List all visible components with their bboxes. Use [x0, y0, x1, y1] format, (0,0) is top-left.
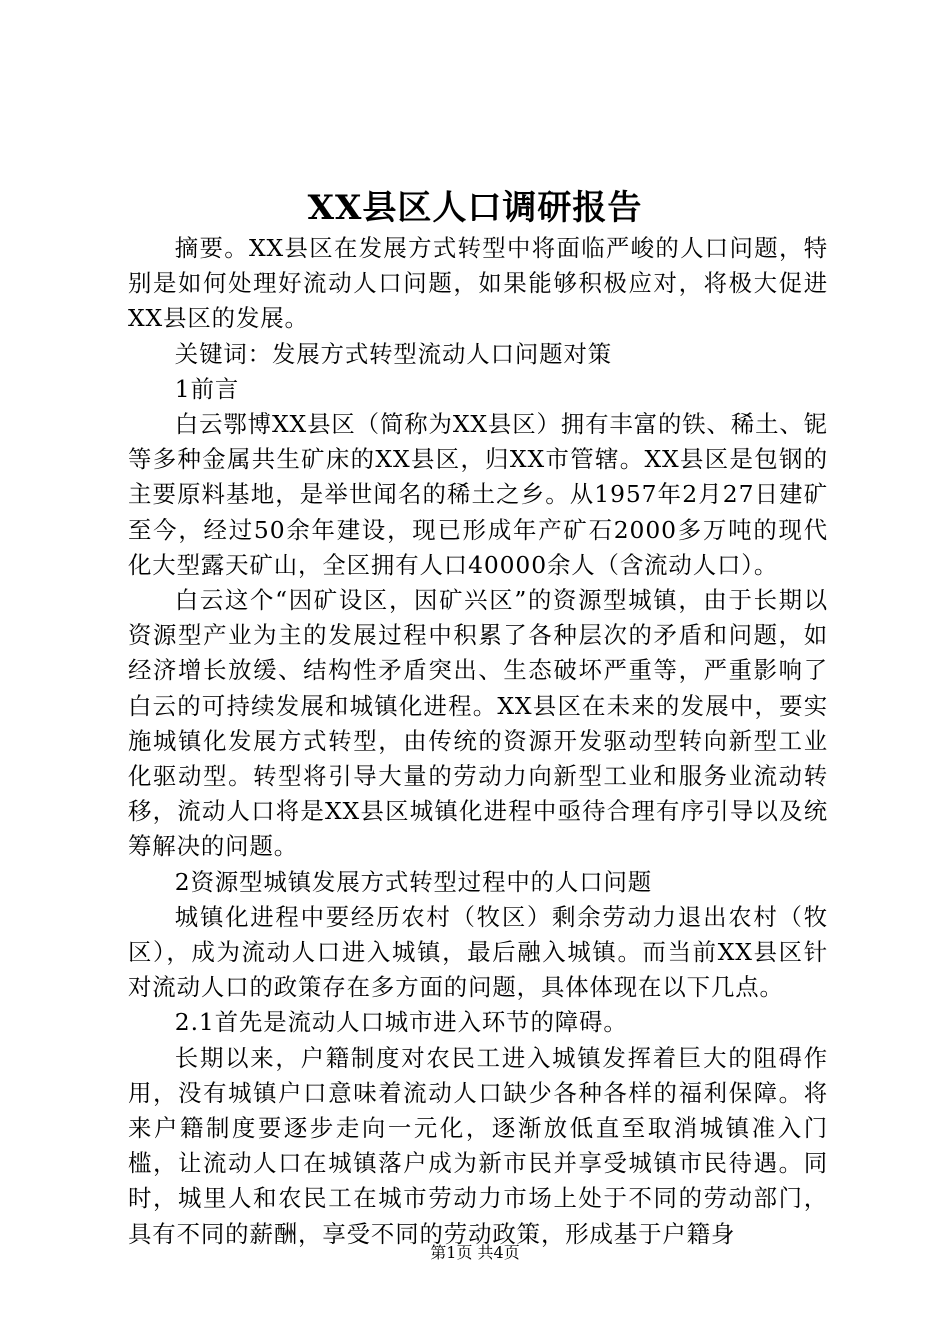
document-body [128, 231, 828, 1252]
page-footer: 第1页 共4页 [430, 1243, 520, 1262]
page-title: XX县区人口调研报告 [307, 188, 643, 228]
body-paragraph-3: 城镇化进程中要经历农村（牧区）剩余劳动力退出农村（牧区），成为流动人口进入城镇，最后融入城镇。而当前XX县区针对流动人口的政策存在多方面的问题，具体体现在以下几点。 [128, 902, 828, 1002]
subsection-heading-2-1: 2.1首先是流动人口城市进入环节的障碍。 [174, 1008, 628, 1037]
section-heading-1: 1前言 [174, 374, 240, 403]
body-paragraph-1: 白云鄂博XX县区（简称为XX县区）拥有丰富的铁、稀土、铌等多种金属共生矿床的XX县区，归XX市管辖。XX县区是包钢的主要原料基地，是举世闻名的稀土之乡。从1957年2月27日建矿至今，经过50余年建设，现已形成年产矿石2000多万吨的现代化大型露天矿山，全区拥有人口40000余人（含流动人口）。 [128, 410, 828, 579]
body-paragraph-4: 长期以来，户籍制度对农民工进入城镇发挥着巨大的阻碍作用，没有城镇户口意味着流动人口缺少各种各样的福利保障。将来户籍制度要逐步走向一元化，逐渐放低直至取消城镇准入门槛，让流动人口在城镇落户成为新市民并享受城镇市民待遇。同时，城里人和农民工在城市劳动力市场上处于不同的劳动部门，具有不同的薪酬，享受不同的劳动政策，形成基于户籍身 [128, 1043, 828, 1248]
abstract-paragraph: 摘要。XX县区在发展方式转型中将面临严峻的人口问题，特别是如何处理好流动人口问题，如果能够积极应对，将极大促进XX县区的发展。 [128, 234, 828, 333]
body-paragraph-2: 白云这个“因矿设区，因矿兴区”的资源型城镇，由于长期以资源型产业为主的发展过程中积累了各种层次的矛盾和问题，如经济增长放缓、结构性矛盾突出、生态破坏严重等，严重影响了白云的可持续发展和城镇化进程。XX县区在未来的发展中，要实施城镇化发展方式转型，由传统的资源开发驱动型转向新型工业化驱动型。转型将引导大量的劳动力向新型工业和服务业流动转移，流动人口将是XX县区城镇化进程中亟待合理有序引导以及统筹解决的问题。 [128, 586, 828, 861]
keywords-line: 关键词：发展方式转型流动人口问题对策 [174, 339, 613, 368]
section-heading-2: 2资源型城镇发展方式转型过程中的人口问题 [174, 867, 653, 896]
